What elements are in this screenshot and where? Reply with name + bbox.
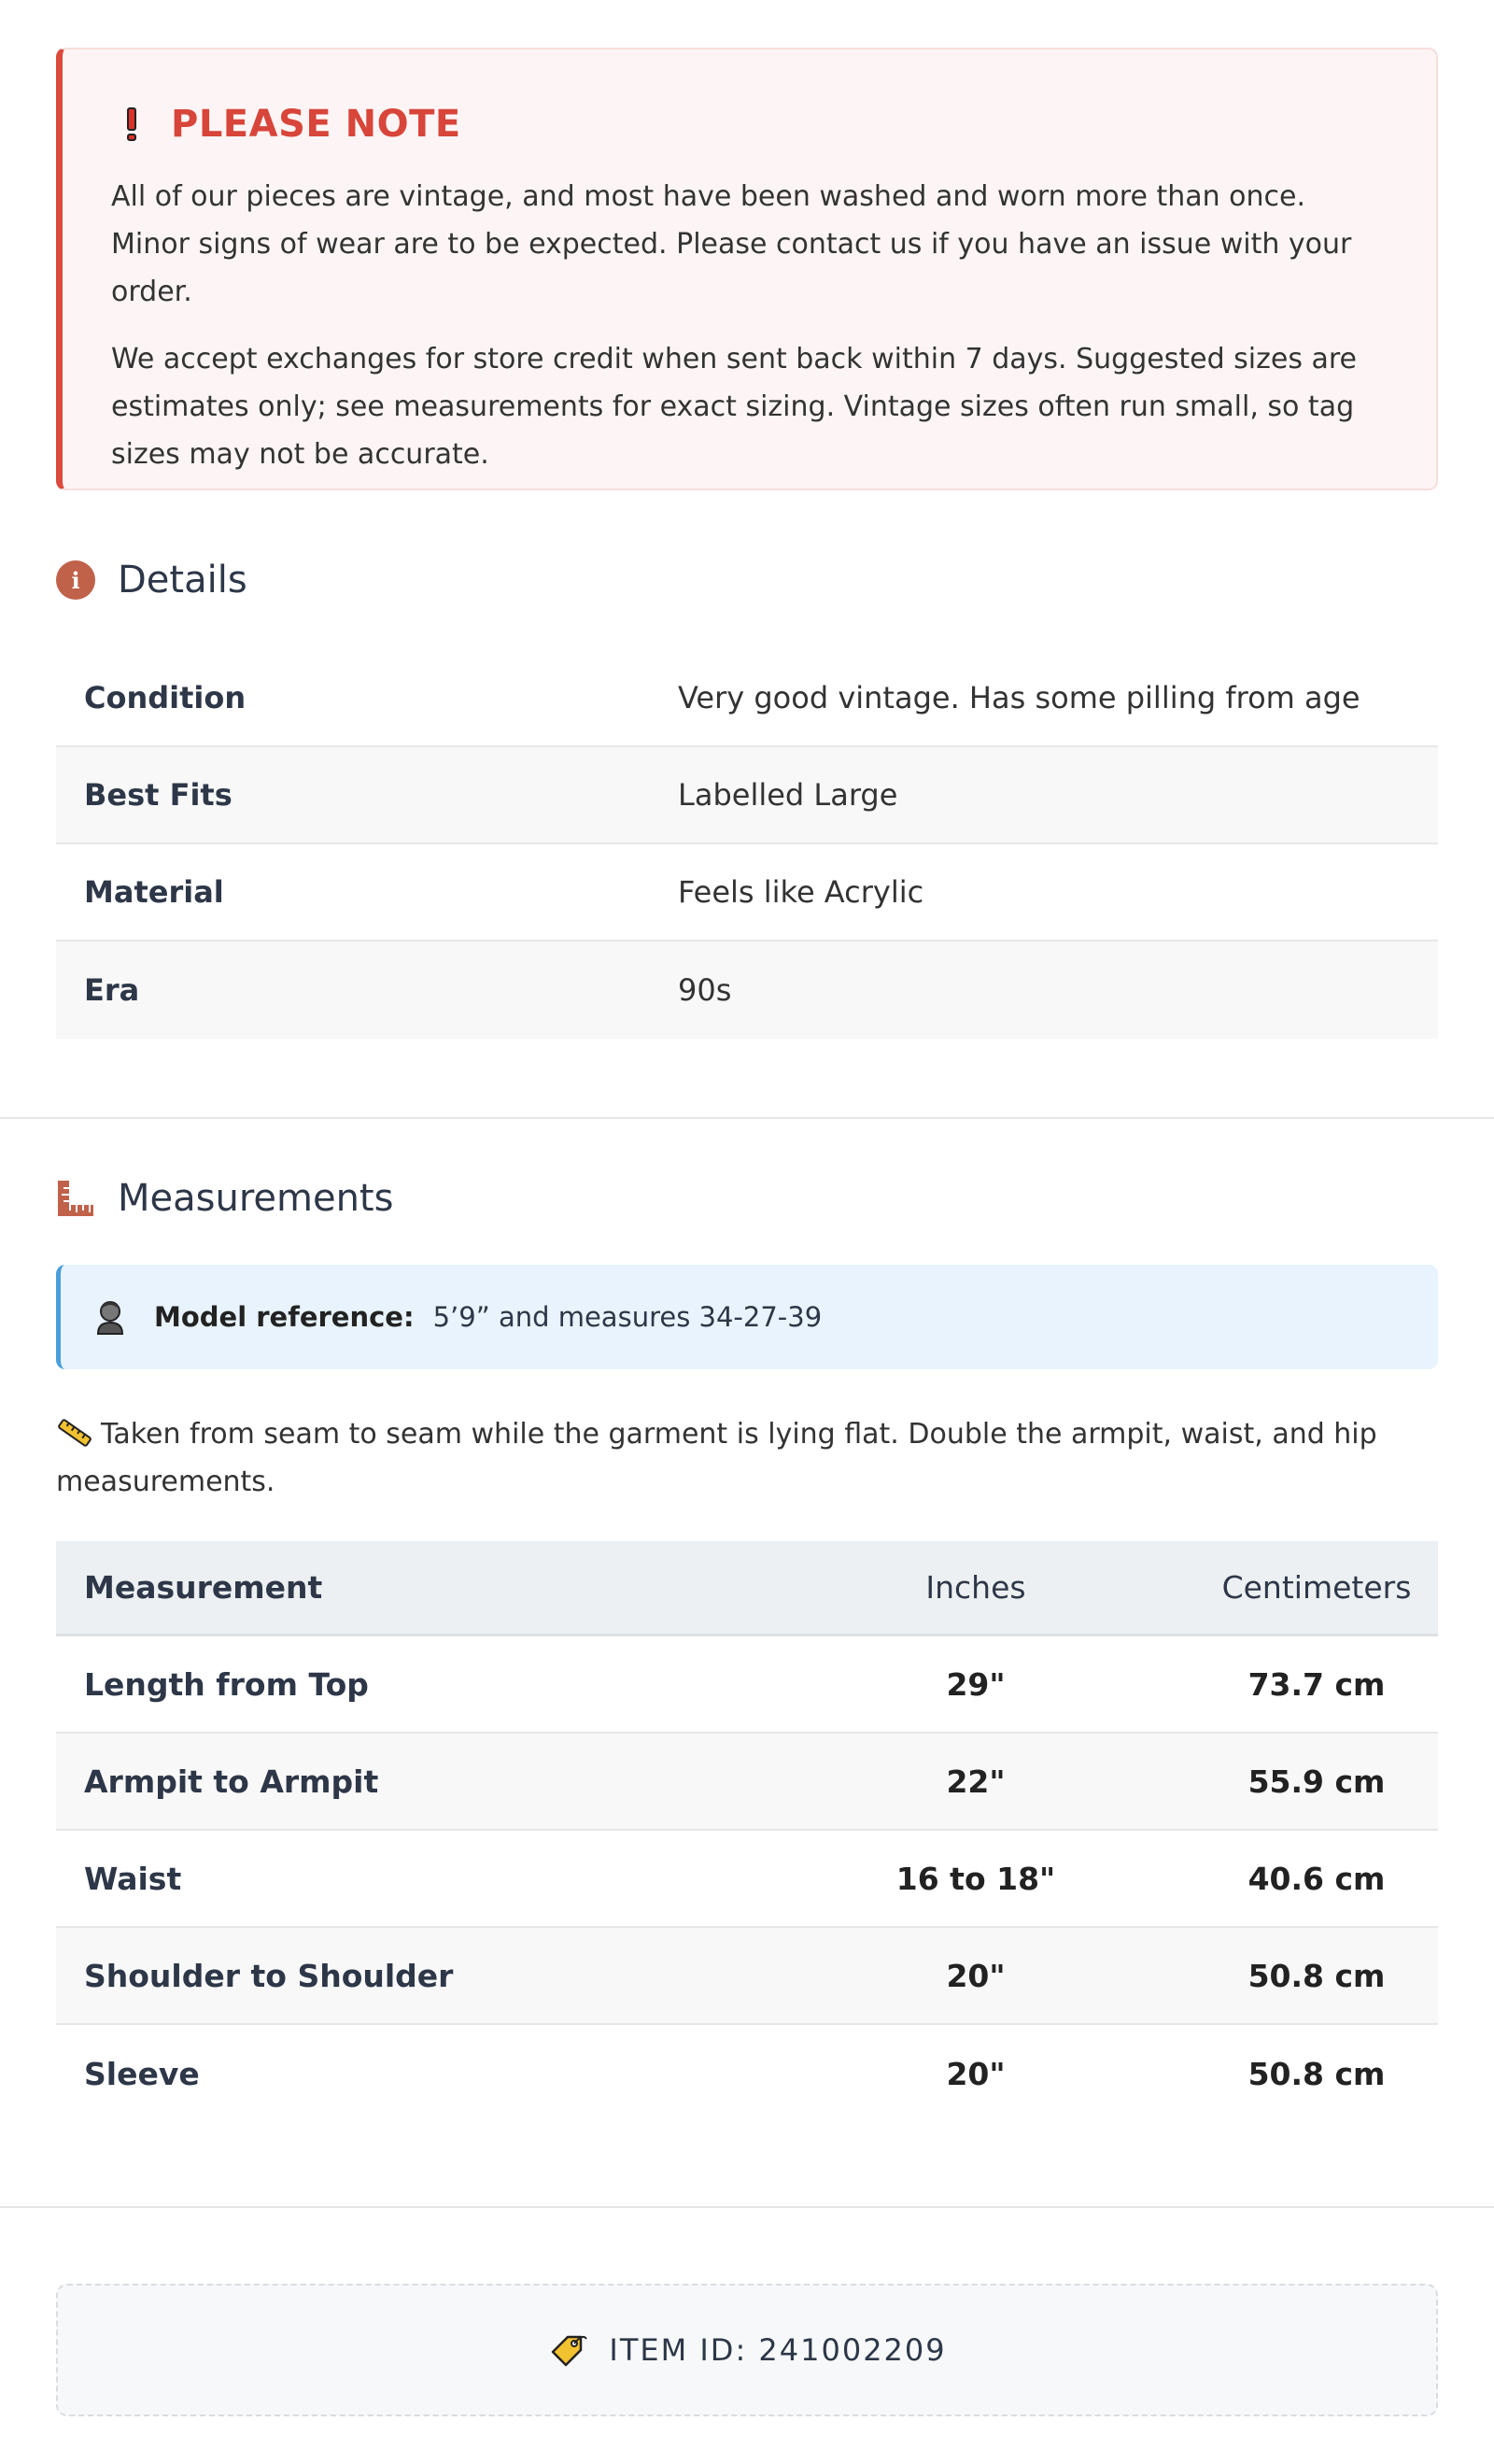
header-centimeters: Centimeters xyxy=(1221,1569,1412,1606)
measurement-inches: 22" xyxy=(946,1763,1006,1800)
model-reference-box xyxy=(56,1265,1438,1369)
person-icon xyxy=(94,1298,126,1336)
details-row-era xyxy=(56,942,1438,1039)
measurement-name: Shoulder to Shoulder xyxy=(84,1957,454,1994)
item-id-text: ITEM ID: 241002209 xyxy=(609,2332,947,2368)
measurement-name: Armpit to Armpit xyxy=(84,1763,379,1800)
table-row xyxy=(56,1636,1438,1734)
details-label: Best Fits xyxy=(84,777,233,813)
details-label: Era xyxy=(84,972,140,1008)
measurement-cm: 55.9 cm xyxy=(1247,1763,1386,1800)
measurement-note-text: Taken from seam to seam while the garment is lying flat. Double the armpit, waist, and hip measurements. xyxy=(56,1418,1377,1498)
ruler-pencil-icon xyxy=(56,1414,93,1442)
measurements-title: Measurements xyxy=(118,1177,394,1220)
measurement-name: Sleeve xyxy=(84,2055,200,2092)
notice-title: PLEASE NOTE xyxy=(171,103,461,146)
tag-icon xyxy=(547,2329,588,2371)
details-header xyxy=(56,559,247,602)
measurement-name: Length from Top xyxy=(84,1665,369,1703)
notice-paragraph-2: We accept exchanges for store credit when sent back within 7 days. Suggested sizes are estimates only; see measurements for exact sizing. Vintage sizes often run small, so tag sizes may not be accurate. xyxy=(111,343,1358,471)
header-measurement: Measurement xyxy=(84,1569,323,1606)
ruler-icon xyxy=(56,1179,95,1218)
details-value: 90s xyxy=(678,972,732,1008)
table-row xyxy=(56,1928,1438,2025)
measurement-cm: 73.7 cm xyxy=(1247,1665,1386,1703)
measurement-cm: 50.8 cm xyxy=(1247,2055,1386,2092)
details-label: Condition xyxy=(84,680,247,715)
table-row xyxy=(56,2025,1438,2122)
measurement-cm: 50.8 cm xyxy=(1247,1957,1386,1994)
table-header-row xyxy=(56,1541,1438,1636)
exclamation-icon xyxy=(126,107,137,141)
measurement-inches: 16 to 18" xyxy=(895,1860,1056,1897)
details-value: Feels like Acrylic xyxy=(678,874,924,910)
model-reference-value: 5’9” and measures 34-27-39 xyxy=(432,1301,823,1333)
please-note-box xyxy=(56,48,1438,490)
details-row-material xyxy=(56,844,1438,942)
details-label: Material xyxy=(84,874,224,910)
table-row xyxy=(56,1734,1438,1831)
details-value: Labelled Large xyxy=(678,777,898,813)
item-id-box xyxy=(56,2284,1438,2416)
details-row-best-fits xyxy=(56,747,1438,844)
details-row-condition xyxy=(56,650,1438,747)
measurement-inches: 29" xyxy=(946,1665,1006,1703)
details-table xyxy=(56,650,1438,1039)
notice-header xyxy=(111,104,1388,145)
measurement-note xyxy=(56,1410,1401,1506)
details-title: Details xyxy=(118,559,247,602)
measurement-inches: 20" xyxy=(946,1957,1006,1994)
measurement-name: Waist xyxy=(84,1860,182,1897)
section-divider xyxy=(0,2206,1494,2208)
notice-paragraph-1: All of our pieces are vintage, and most have been washed and worn more than once. Minor signs of wear are to be expected. Please contact us if you have an issue with your order. xyxy=(111,180,1352,308)
model-reference-label: Model reference: xyxy=(154,1301,415,1333)
header-inches: Inches xyxy=(925,1569,1026,1606)
measurement-cm: 40.6 cm xyxy=(1247,1860,1386,1897)
table-row xyxy=(56,1831,1438,1928)
info-icon: i xyxy=(56,560,95,600)
measurements-table xyxy=(56,1541,1438,2122)
section-divider xyxy=(0,1117,1494,1119)
measurement-inches: 20" xyxy=(946,2055,1006,2092)
details-value: Very good vintage. Has some pilling from age xyxy=(678,680,1360,715)
measurements-header xyxy=(56,1177,393,1220)
